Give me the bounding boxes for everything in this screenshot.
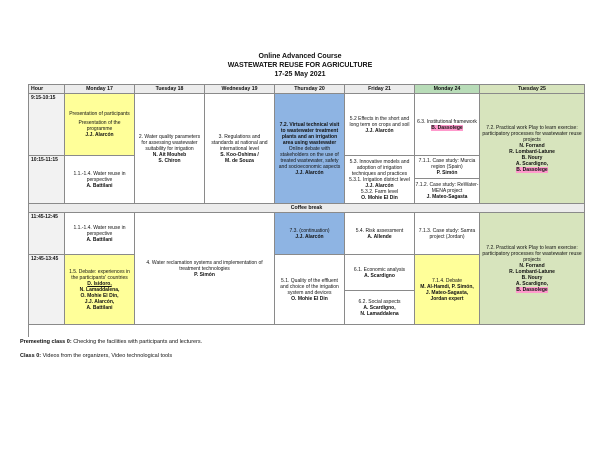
- lecturer-name: J.J. Alarcón: [365, 182, 394, 189]
- coffee-break-row: Coffee break: [29, 204, 585, 213]
- class0-note: [20, 352, 172, 360]
- lecturer-name: D. Isidoro,: [87, 280, 112, 287]
- session-6-1: [345, 255, 414, 291]
- session-6: [345, 255, 415, 325]
- lecturer-name: M. de Souza: [225, 157, 254, 164]
- session-1-5-debate: [65, 255, 135, 325]
- column-header-tue25: Tuesday 25: [480, 85, 585, 94]
- lecturer-name: O. Mohie El Din,: [80, 292, 119, 299]
- session-title: 6.1. Economic analysis: [353, 266, 406, 273]
- session-title: 6.3. Institutional framework: [417, 118, 477, 125]
- lecturer-name: B. Noury: [521, 274, 543, 281]
- page-title: WASTEWATER REUSE FOR AGRICULTURE: [227, 62, 373, 69]
- lecturer-name: S. Koo-Oshima /: [220, 151, 259, 158]
- time-slot-1: 9:15-10:15: [29, 94, 65, 156]
- session-title: Presentation of the programme: [78, 120, 121, 132]
- session-title: 7.1.4. Debate: [431, 277, 463, 284]
- session-title: 1.1.-1.4. Water reuse in perspective: [73, 224, 126, 237]
- session-1-1: [65, 156, 135, 204]
- session-7-2-practical-b: [480, 213, 585, 325]
- session-7-2-virtual-visit: [275, 94, 345, 204]
- session-title: Presentation of participants: [69, 111, 130, 117]
- lecturer-name: N. Forrand: [519, 262, 545, 269]
- column-header-tue18: Tuesday 18: [135, 85, 205, 94]
- lecturer-name: J. Mateo-Sagasta,: [425, 289, 469, 296]
- class0-text: Videos from the organizers, Video technological tools: [41, 353, 173, 359]
- session-intro: [65, 94, 135, 156]
- column-header-thu20: Thursday 20: [275, 85, 345, 94]
- lecturer-name: N. Lamaddalena: [360, 310, 399, 317]
- lecturer-name: O. Mohie El Din: [361, 194, 398, 201]
- lecturer-name: B. Dassolege: [516, 166, 548, 173]
- session-title: 6.2. Social aspects: [358, 298, 401, 305]
- session-title: 5.3. Innovative models and adoption of irrigation techniques and practices: [349, 158, 410, 177]
- session-6-2: [345, 291, 414, 324]
- lecturer-name: R. Lombard-Latune: [509, 268, 555, 275]
- session-title: 2. Water quality parameters for assessing wastewater suitability for irrigation: [138, 133, 201, 152]
- time-slot-4: 12:45-13:45: [29, 255, 65, 325]
- session-title: 5.2 Effects in the short and long term on crops and soil: [349, 115, 410, 128]
- session-title: 7.2. Practical work Play to learn exercise: participatory processes for wastewater reuse projects: [482, 244, 582, 263]
- session-title: 7.1.2. Case study: ReWater-MENA project: [415, 182, 479, 194]
- lecturer-name: A. Scardigno,: [363, 304, 396, 311]
- session-title: 5.4. Risk assessment: [355, 227, 404, 234]
- lecturer-name: N. Ait Mouheb: [152, 151, 187, 158]
- schedule-table: [28, 84, 585, 337]
- lecturer-name: S. Chiron: [158, 157, 181, 164]
- session-7-1-3: [415, 213, 480, 255]
- lecturer-name: A. Scardigno: [364, 272, 395, 279]
- lecturer-name: J. Mateo-Sagasta: [426, 194, 468, 200]
- session-7-2-practical-a: [480, 94, 585, 204]
- session-7-1-4-debate: [415, 255, 480, 325]
- session-title: 5.3.2. Farm level: [360, 188, 399, 195]
- lecturer-name: J.J. Alarcón: [85, 132, 114, 138]
- lecturer-name: J.J. Alarcón: [365, 127, 394, 134]
- session-title: 5.1. Quality of the effluent and choice of the irrigation system and devices: [280, 277, 339, 296]
- lecturer-name: O. Mohie El Din: [291, 295, 328, 302]
- premeeting-note: [20, 338, 202, 346]
- lecturer-name: Jordan expert: [430, 295, 464, 302]
- session-title: 4. Water reclamation systems and implementation of treatment technologies: [146, 259, 263, 272]
- session-7-1-2: [415, 179, 479, 203]
- lecturer-name: B. Noury: [521, 154, 543, 161]
- column-header-mon17: Monday 17: [65, 85, 135, 94]
- session-title: 3. Regulations and standards at national and international level: [211, 133, 268, 152]
- session-5-1: [275, 255, 345, 325]
- session-5-2: [345, 94, 415, 156]
- lecturer-name: J.J. Alarcón,: [84, 298, 115, 305]
- column-header-fri21: Friday 21: [345, 85, 415, 94]
- session-title: 7.1.3. Case study: Samra project (Jordan): [418, 227, 476, 240]
- session-5-3: [345, 156, 415, 204]
- session-title: 1.1.-1.4. Water reuse in perspective: [73, 170, 126, 183]
- column-header-wed19: Wednesday 19: [205, 85, 275, 94]
- lecturer-name: A. Scardigno,: [515, 160, 549, 167]
- lecturer-name: N. Forrand: [519, 142, 545, 149]
- session-7-1: [415, 156, 480, 204]
- session-title: 7.2. Virtual technical visit to wastewater treatment plants and an irrigation area using wastewater: [279, 121, 340, 146]
- lecturer-name: P. Simón: [194, 271, 215, 278]
- session-title: 1.5. Debate: experiences in the participants' countries: [69, 268, 130, 281]
- session-7-3: [275, 213, 345, 255]
- session-title: 7.3. (continuation): [289, 227, 330, 234]
- lecturer-name: B. Dassolege: [431, 124, 463, 131]
- session-title: Online debate with stakeholders on the use of treated wastewater, safety and socioeconomic aspects: [278, 145, 341, 170]
- lecturer-name: N. Lamaddalena,: [79, 286, 120, 293]
- column-header-hour: Hour: [29, 85, 65, 94]
- class0-label: Class 0:: [20, 353, 42, 359]
- time-slot-3: 11:45-12:45: [29, 213, 65, 255]
- lecturer-name: J.J. Alarcón: [295, 169, 324, 176]
- lecturer-name: J.J. Alarcón: [295, 233, 324, 240]
- lecturer-name: A. Battilani: [86, 182, 113, 189]
- session-title: 7.2. Practical work Play to learn exercise: participatory processes for wastewater reuse projects: [482, 124, 582, 143]
- session-title: 5.3.1. Irrigation district level: [349, 176, 410, 183]
- session-6-3: [415, 94, 480, 156]
- lecturer-name: B. Dassolege: [516, 286, 548, 293]
- lecturer-name: A. Scardigno,: [515, 280, 549, 287]
- column-header-mon24: Monday 24: [415, 85, 480, 94]
- session-7-1-1: [415, 156, 479, 179]
- session-3: [205, 94, 275, 204]
- session-2: [135, 94, 205, 204]
- lecturer-name: A. Allende: [367, 233, 392, 240]
- premeeting-label: Premeeting class 0:: [20, 339, 72, 345]
- course-name: Online Advanced Course: [258, 53, 342, 60]
- session-title: 7.1.1. Case study: Murcia region (Spain): [418, 158, 476, 170]
- lecturer-name: R. Lombard-Latune: [509, 148, 555, 155]
- session-1-1-continued: [65, 213, 135, 255]
- lecturer-name: P. Simón: [436, 170, 458, 176]
- course-dates: 17-25 May 2021: [274, 71, 326, 78]
- lecturer-name: A. Battilani: [86, 236, 113, 243]
- lecturer-name: M. Al-Hamdi, P. Simón,: [420, 283, 474, 290]
- session-4: [135, 213, 275, 325]
- premeeting-text: Checking the facilities with participants and lecturers.: [71, 339, 203, 345]
- time-slot-2: 10:15-11:15: [29, 156, 65, 204]
- lecturer-name: A. Battilani: [86, 304, 113, 311]
- session-5-4: [345, 213, 415, 255]
